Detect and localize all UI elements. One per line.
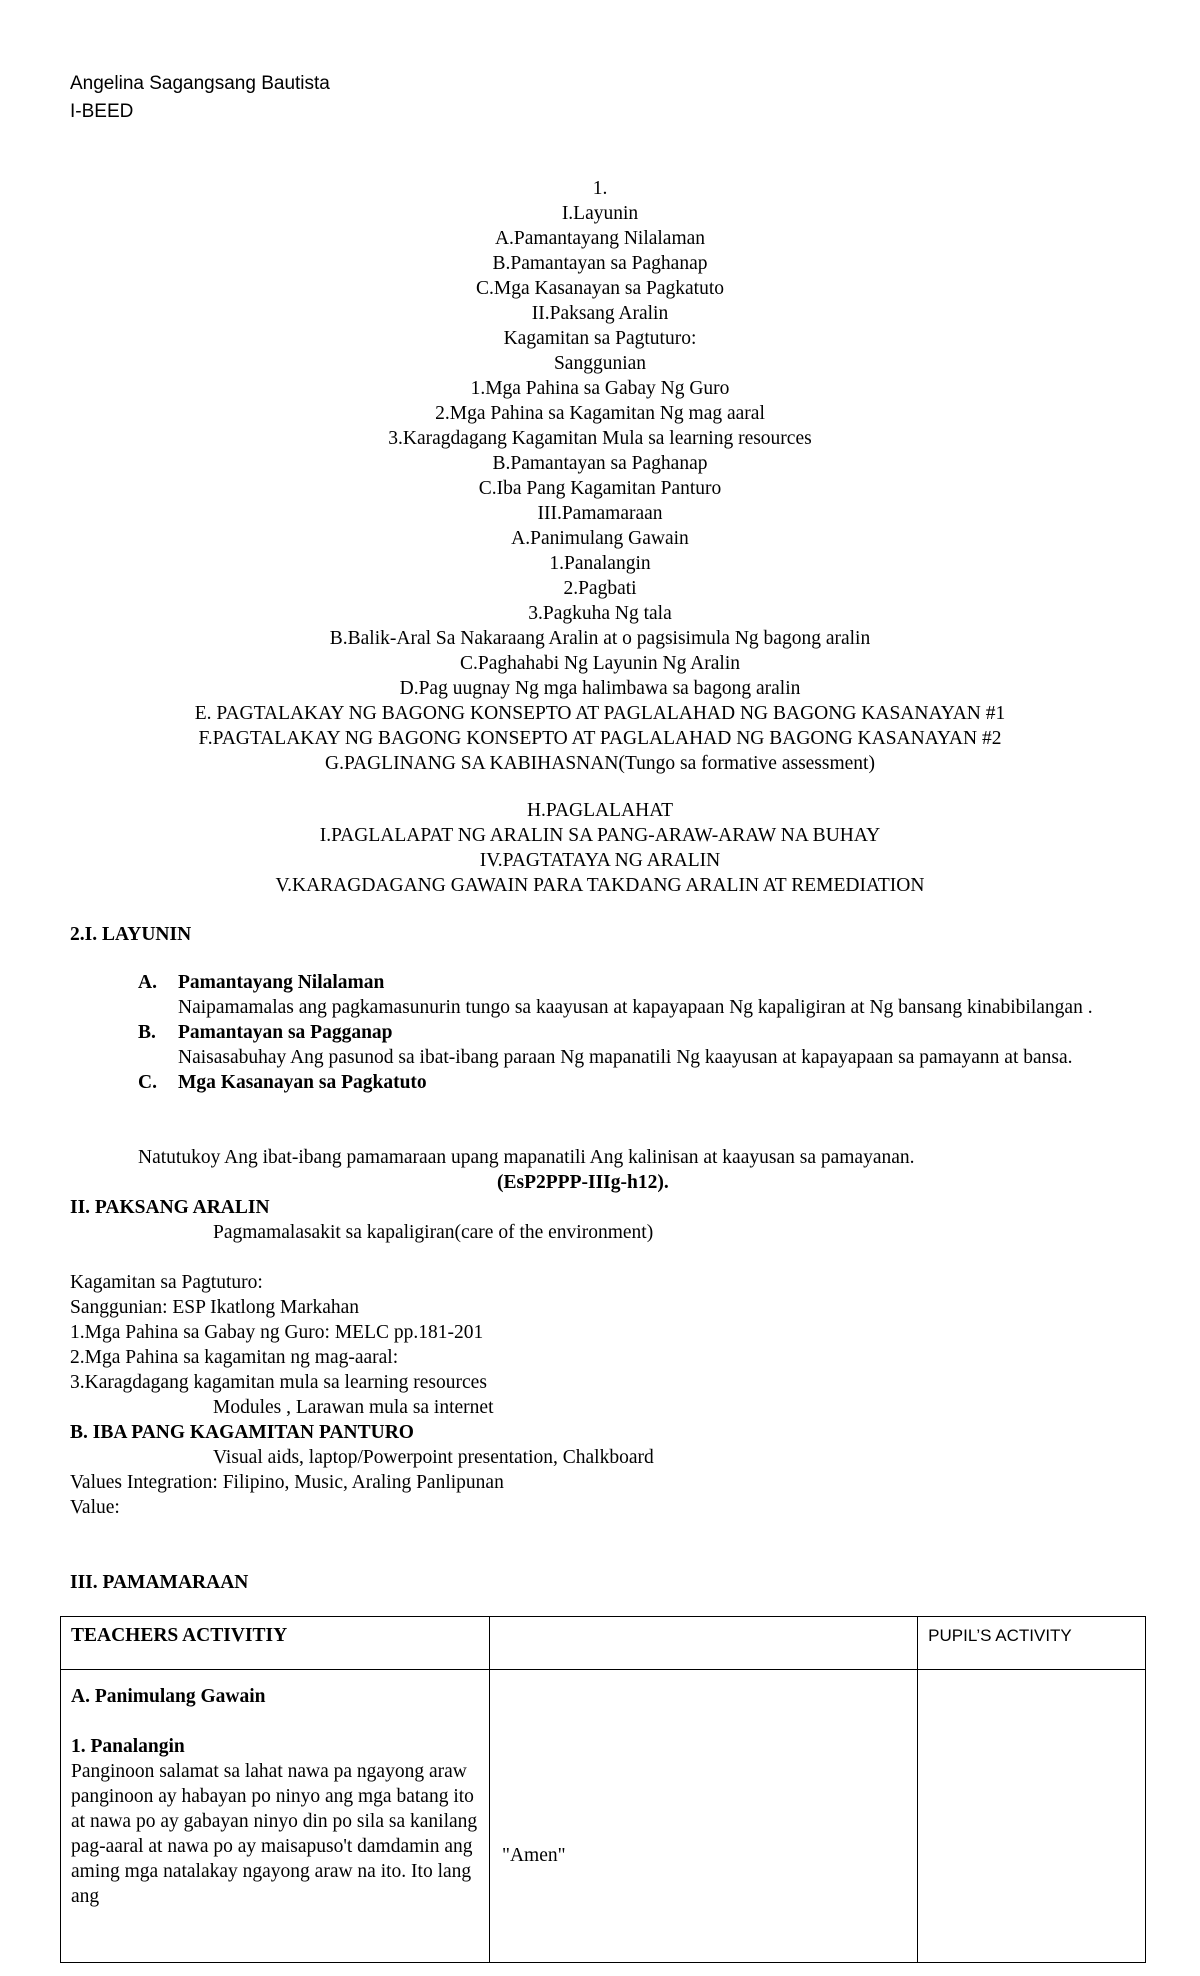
- outline-line: 2.Pagbati: [563, 578, 637, 599]
- outline-line: B.Pamantayan sa Paghanap: [492, 253, 708, 274]
- outline-line: H.PAGLALAHAT: [526, 800, 674, 821]
- objective-b: [138, 1020, 1138, 1070]
- pupil-response: "Amen": [502, 1845, 566, 1866]
- objective-desc: Naisasabuhay Ang pasunod sa ibat-ibang paraan Ng mapanatili Ng kaayusan at kapayapaan sa pamayann at bansa.: [178, 1047, 1073, 1068]
- value-line: Value:: [70, 1497, 120, 1518]
- row-subtitle: 1. Panalangin: [71, 1736, 185, 1757]
- outline-line: 2.Mga Pahina sa Kagamitan Ng mag aaral: [435, 403, 765, 424]
- teacher-activity-cell: [61, 1670, 490, 1963]
- outline-line: III.Pamamaraan: [537, 503, 663, 524]
- iba-text: Visual aids, laptop/Powerpoint presentation, Chalkboard: [213, 1447, 654, 1468]
- objective-c: [138, 1070, 1138, 1095]
- pamamaraan-heading: III. PAMAMARAAN: [70, 1572, 249, 1593]
- outline-line: 1.Mga Pahina sa Gabay Ng Guro: [470, 378, 730, 399]
- outline-line: I.PAGLALAPAT NG ARALIN SA PANG-ARAW-ARAW NA BUHAY: [319, 825, 881, 846]
- response-cell: [489, 1670, 918, 1963]
- materials-list: [70, 1270, 487, 1395]
- objective-title: Mga Kasanayan sa Pagkatuto: [178, 1072, 427, 1093]
- iba-heading: B. IBA PANG KAGAMITAN PANTURO: [70, 1422, 414, 1443]
- outline-line: Sanggunian: [553, 353, 647, 374]
- outline-line: C.Iba Pang Kagamitan Panturo: [478, 478, 722, 499]
- table-header-row: [61, 1617, 1146, 1670]
- material-line: 3.Karagdagang kagamitan mula sa learning resources: [70, 1372, 487, 1393]
- objective-letter: C.: [138, 1072, 157, 1093]
- header-teachers-activity: TEACHERS ACTIVITIY: [61, 1617, 490, 1670]
- outline-list: [0, 176, 1200, 898]
- outline-line: V.KARAGDAGANG GAWAIN PARA TAKDANG ARALIN AT REMEDIATION: [275, 875, 925, 896]
- student-header: [70, 70, 330, 126]
- paksa-topic: Pagmamalasakit sa kapaligiran(care of the environment): [213, 1222, 654, 1243]
- outline-line: B.Balik-Aral Sa Nakaraang Aralin at o pagsisimula Ng bagong aralin: [329, 628, 871, 649]
- row-text: Panginoon salamat sa lahat nawa pa ngayong araw panginoon ay habayan po ninyo ang mga batang ito at nawa po ay gabayan ninyo din po sila sa kanilang pag-aaral at nawa po ay maisapuso't damdamin ang aming mga natalakay ngayong araw na ito. Ito lang ang: [71, 1761, 478, 1907]
- outline-line: F.PAGTALAKAY NG BAGONG KONSEPTO AT PAGLALAHAD NG BAGONG KASANAYAN #2: [198, 728, 1002, 749]
- objective-letter: A.: [138, 972, 157, 993]
- outline-line: B.Pamantayan sa Paghanap: [492, 453, 708, 474]
- objectives-list: [138, 970, 1138, 1095]
- outline-line: C.Mga Kasanayan sa Pagkatuto: [475, 278, 725, 299]
- student-name: Angelina Sagangsang Bautista: [70, 73, 330, 94]
- objective-desc: Naipamamalas ang pagkamasunurin tungo sa kaayusan at kapayapaan Ng kapaligiran at Ng bansang kinabibilangan .: [178, 997, 1093, 1018]
- student-course: I-BEED: [70, 101, 134, 122]
- outline-line: E. PAGTALAKAY NG BAGONG KONSEPTO AT PAGLALAHAD NG BAGONG KASANAYAN #1: [194, 703, 1006, 724]
- outline-line: IV.PAGTATAYA NG ARALIN: [479, 850, 721, 871]
- outline-line: C.Paghahabi Ng Layunin Ng Aralin: [460, 653, 740, 674]
- outline-line: I.Layunin: [561, 203, 639, 224]
- pupil-activity-cell: [918, 1670, 1146, 1963]
- material-line: Kagamitan sa Pagtuturo:: [70, 1272, 263, 1293]
- header-blank: [489, 1617, 918, 1670]
- material-line: Sanggunian: ESP Ikatlong Markahan: [70, 1297, 360, 1318]
- outline-line: II.Paksang Aralin: [531, 303, 669, 324]
- values-integration: Values Integration: Filipino, Music, Araling Panlipunan: [70, 1472, 504, 1493]
- header-pupils-activity: PUPIL’S ACTIVITY: [918, 1617, 1146, 1670]
- outline-line: 1.Panalangin: [549, 553, 651, 574]
- outline-line: 3.Pagkuha Ng tala: [528, 603, 672, 624]
- activity-table: [60, 1616, 1146, 1963]
- row-title: A. Panimulang Gawain: [71, 1686, 266, 1707]
- outline-line: 3.Karagdagang Kagamitan Mula sa learning resources: [388, 428, 812, 449]
- outline-line: G.PAGLINANG SA KABIHASNAN(Tungo sa formative assessment): [325, 753, 875, 774]
- competency-code: (EsP2PPP-IIIg-h12).: [497, 1172, 669, 1193]
- outline-line: A.Pamantayang Nilalaman: [494, 228, 706, 249]
- outline-line: 1.: [592, 178, 608, 199]
- objective-a: [138, 970, 1138, 1020]
- outline-line: D.Pag uugnay Ng mga halimbawa sa bagong aralin: [399, 678, 801, 699]
- layunin-heading: 2.I. LAYUNIN: [70, 924, 192, 945]
- competency-text: Natutukoy Ang ibat-ibang pamamaraan upang mapanatili Ang kalinisan at kaayusan sa pamayanan.: [138, 1147, 915, 1168]
- paksa-heading: II. PAKSANG ARALIN: [70, 1197, 270, 1218]
- material-line: 1.Mga Pahina sa Gabay ng Guro: MELC pp.181-201: [70, 1322, 484, 1343]
- objective-letter: B.: [138, 1022, 156, 1043]
- resources-text: Modules , Larawan mula sa internet: [213, 1397, 494, 1418]
- material-line: 2.Mga Pahina sa kagamitan ng mag-aaral:: [70, 1347, 399, 1368]
- outline-line: Kagamitan sa Pagtuturo:: [503, 328, 697, 349]
- objective-title: Pamantayan sa Pagganap: [178, 1022, 393, 1043]
- objective-title: Pamantayang Nilalaman: [178, 972, 385, 993]
- table-row: [61, 1670, 1146, 1963]
- outline-line: A.Panimulang Gawain: [511, 528, 689, 549]
